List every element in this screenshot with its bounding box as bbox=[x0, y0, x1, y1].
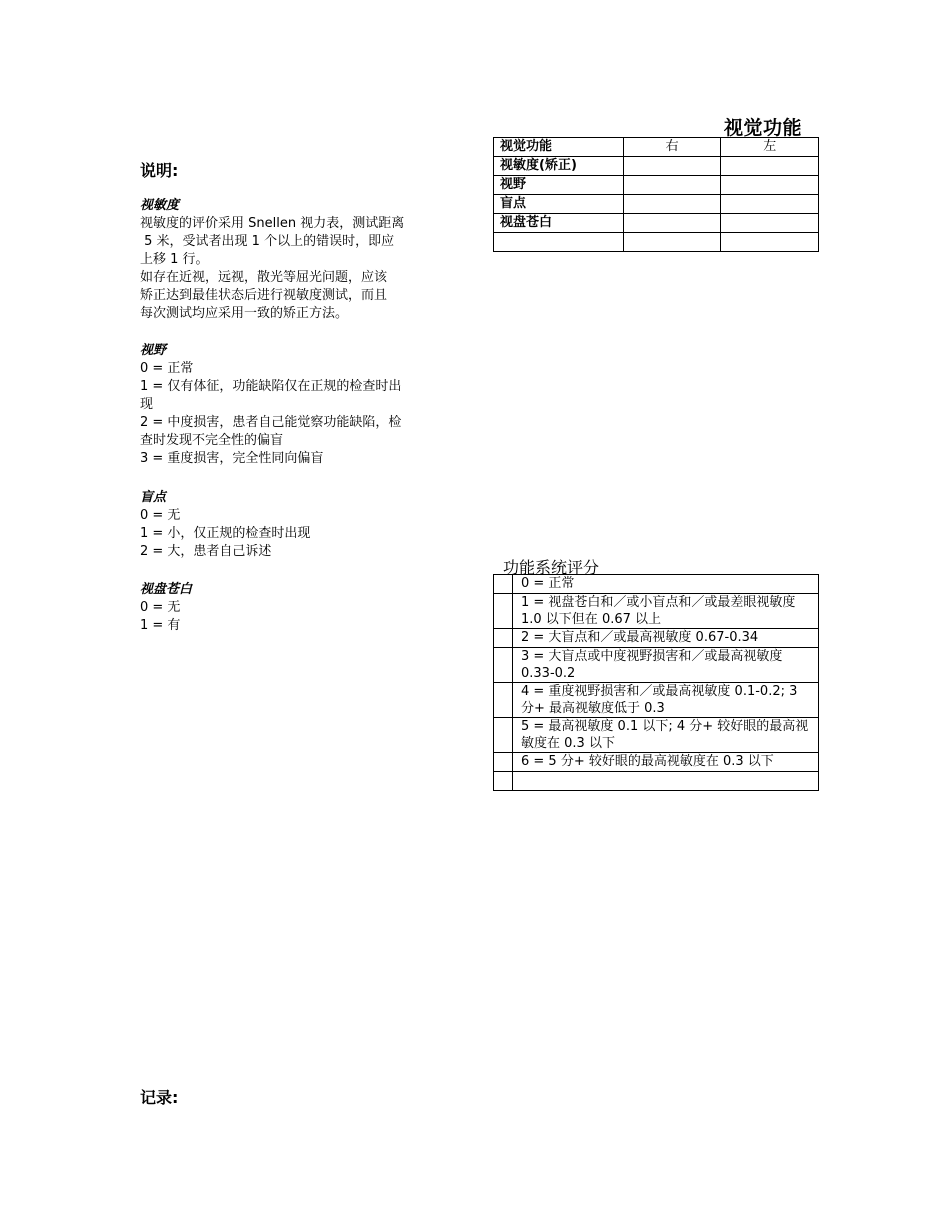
score-row bbox=[494, 683, 819, 718]
row-label: 视敏度(矫正) bbox=[494, 157, 624, 176]
row-label: 视野 bbox=[494, 176, 624, 195]
section-title: 视野 bbox=[140, 343, 167, 358]
section-visual-field bbox=[140, 342, 452, 468]
record-label: 记录: bbox=[140, 1088, 179, 1107]
score-text: 2 = 大盲点和／或最高视敏度 0.67-0.34 bbox=[513, 629, 819, 648]
header-cell: 左 bbox=[721, 138, 819, 157]
right-eye-cell[interactable] bbox=[623, 176, 721, 195]
table-row bbox=[494, 157, 819, 176]
section-line: 0 = 正常 bbox=[140, 361, 194, 376]
right-eye-cell[interactable] bbox=[623, 214, 721, 233]
table-row bbox=[494, 176, 819, 195]
section-line: 0 = 无 bbox=[140, 600, 181, 615]
right-eye-cell[interactable] bbox=[623, 233, 721, 252]
section-title: 视敏度 bbox=[140, 198, 180, 213]
visual-function-table bbox=[493, 137, 819, 252]
section-line: 1 = 仅有体征，功能缺陷仅在正规的检查时出 bbox=[140, 379, 402, 394]
section-line: 5 米，受试者出现 1 个以上的错误时，即应 bbox=[140, 234, 395, 249]
row-label: 盲点 bbox=[494, 195, 624, 214]
score-row bbox=[494, 772, 819, 791]
score-text: 6 = 5 分+ 较好眼的最高视敏度在 0.3 以下 bbox=[513, 753, 819, 772]
table-row bbox=[494, 233, 819, 252]
section-line: 2 = 中度损害，患者自己能觉察功能缺陷，检 bbox=[140, 415, 402, 430]
score-checkbox-cell[interactable] bbox=[494, 772, 513, 791]
section-line: 2 = 大，患者自己诉述 bbox=[140, 544, 272, 559]
score-table bbox=[493, 574, 819, 791]
left-eye-cell[interactable] bbox=[721, 157, 819, 176]
score-row bbox=[494, 575, 819, 594]
section-line: 上移 1 行。 bbox=[140, 252, 209, 267]
section-scotoma bbox=[140, 489, 452, 561]
section-line: 查时发现不完全性的偏盲 bbox=[140, 433, 284, 448]
score-title: 功能系统评分 bbox=[503, 558, 600, 577]
score-checkbox-cell[interactable] bbox=[494, 718, 513, 753]
right-eye-cell[interactable] bbox=[623, 195, 721, 214]
score-row bbox=[494, 594, 819, 629]
instructions-heading: 说明: bbox=[140, 161, 179, 180]
section-title: 盲点 bbox=[140, 490, 167, 505]
left-eye-cell[interactable] bbox=[721, 214, 819, 233]
row-label: 视盘苍白 bbox=[494, 214, 624, 233]
score-row bbox=[494, 753, 819, 772]
score-checkbox-cell[interactable] bbox=[494, 648, 513, 683]
score-text: 4 = 重度视野损害和／或最高视敏度 0.1-0.2; 3 分+ 最高视敏度低于 0.3 bbox=[513, 683, 819, 718]
score-row bbox=[494, 629, 819, 648]
score-text: 5 = 最高视敏度 0.1 以下; 4 分+ 较好眼的最高视敏度在 0.3 以下 bbox=[513, 718, 819, 753]
table-header-row bbox=[494, 138, 819, 157]
section-line: 视敏度的评价采用 Snellen 视力表，测试距离 bbox=[140, 216, 405, 231]
table-row bbox=[494, 195, 819, 214]
score-checkbox-cell[interactable] bbox=[494, 594, 513, 629]
section-line: 现 bbox=[140, 397, 154, 412]
section-title: 视盘苍白 bbox=[140, 582, 193, 597]
score-checkbox-cell[interactable] bbox=[494, 575, 513, 594]
section-line: 如存在近视，远视，散光等屈光问题，应该 bbox=[140, 270, 388, 285]
section-line: 1 = 有 bbox=[140, 618, 181, 633]
section-line: 1 = 小，仅正规的检查时出现 bbox=[140, 526, 311, 541]
header-cell: 视觉功能 bbox=[494, 138, 624, 157]
section-visual-acuity bbox=[140, 197, 452, 323]
score-row bbox=[494, 648, 819, 683]
score-checkbox-cell[interactable] bbox=[494, 629, 513, 648]
left-eye-cell[interactable] bbox=[721, 176, 819, 195]
page-title: 视觉功能 bbox=[724, 117, 803, 139]
score-text: 0 = 正常 bbox=[513, 575, 819, 594]
section-line: 矫正达到最佳状态后进行视敏度测试，而且 bbox=[140, 288, 388, 303]
score-text: 3 = 大盲点或中度视野损害和／或最高视敏度 0.33-0.2 bbox=[513, 648, 819, 683]
section-line: 3 = 重度损害，完全性同向偏盲 bbox=[140, 451, 324, 466]
score-checkbox-cell[interactable] bbox=[494, 683, 513, 718]
section-line: 每次测试均应采用一致的矫正方法。 bbox=[140, 306, 349, 321]
right-eye-cell[interactable] bbox=[623, 157, 721, 176]
table-row bbox=[494, 214, 819, 233]
score-row bbox=[494, 718, 819, 753]
score-text: 1 = 视盘苍白和／或小盲点和／或最差眼视敏度 1.0 以下但在 0.67 以上 bbox=[513, 594, 819, 629]
left-eye-cell[interactable] bbox=[721, 195, 819, 214]
score-checkbox-cell[interactable] bbox=[494, 753, 513, 772]
section-disc-pallor bbox=[140, 581, 452, 635]
row-label bbox=[494, 233, 624, 252]
header-cell: 右 bbox=[623, 138, 721, 157]
left-eye-cell[interactable] bbox=[721, 233, 819, 252]
score-text bbox=[513, 772, 819, 791]
section-line: 0 = 无 bbox=[140, 508, 181, 523]
